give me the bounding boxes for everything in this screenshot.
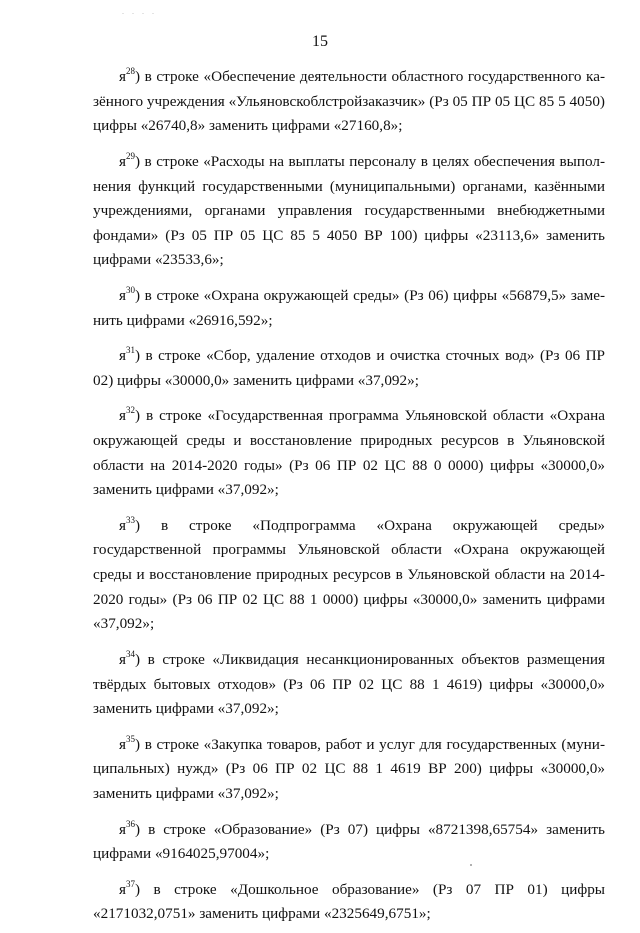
- amendment-paragraph: $я^{33}$) в строке «Подпрограмма «Охрана окружающей среды» государственной программы Ульяновской области «Охрана окружающей среды и восстановление природных ресурсов в Ульяновской области на 2014-2020 годы» (Рз 06 ПР 02 ЦС 88 1 0000) цифры «30000,0» заменить цифрами «37,092»;: [93, 514, 605, 633]
- scan-artifact: . . . .: [122, 7, 157, 16]
- amendment-paragraph: $я^{29}$) в строке «Расходы на выплаты персоналу в целях обеспечения выполнения функций государственными (муниципальными) органами, казёнными учреждениями, органами управления государственными внебюджетными фондами» (Рз 05 ПР 05 ЦС 85 5 4050 ВР 100) цифры «23113,6» заменить цифрами «23533,6»;: [93, 150, 605, 269]
- item-marker: $я^{30}$: [119, 284, 135, 304]
- amendment-paragraph: $я^{30}$) в строке «Охрана окружающей среды» (Рз 06) цифры «56879,5» заменить цифрами «26916,592»;: [93, 284, 605, 329]
- item-marker: $я^{29}$: [119, 150, 135, 170]
- item-marker: $я^{36}$: [119, 818, 135, 838]
- scan-artifact-dot: [470, 864, 472, 866]
- item-marker: $я^{33}$: [119, 514, 135, 534]
- item-marker: $я^{32}$: [119, 405, 135, 425]
- item-marker: $я^{35}$: [119, 733, 135, 753]
- item-marker: $я^{37}$: [119, 878, 135, 898]
- amendment-paragraph: $я^{32}$) в строке «Государственная программа Ульяновской области «Охрана окружающей среды и восстановление природных ресурсов в Ульяновской области на 2014-2020 годы» (Рз 06 ПР 02 ЦС 88 0 0000) цифры «30000,0» заменить цифрами «37,092»;: [93, 405, 605, 499]
- amendment-paragraph: $я^{34}$) в строке «Ликвидация несанкционированных объектов размещения твёрдых бытовых отходов» (Рз 06 ПР 02 ЦС 88 1 4619) цифры «30000,0» заменить цифрами «37,092»;: [93, 648, 605, 718]
- amendment-paragraph: $я^{28}$) в строке «Обеспечение деятельности областного государственного казённого учреждения «Ульяновскоблстройзаказчик» (Рз 05 ПР 05 ЦС 85 5 4050) цифры «26740,8» заменить цифрами «27160,8»;: [93, 66, 605, 135]
- item-marker: $я^{34}$: [119, 648, 135, 668]
- amendment-paragraph: $я^{31}$) в строке «Сбор, удаление отходов и очистка сточных вод» (Рз 06 ПР 02) цифры «30000,0» заменить цифрами «37,092»;: [93, 345, 605, 389]
- amendment-paragraph: $я^{37}$) в строке «Дошкольное образование» (Рз 07 ПР 01) цифры «2171032,0751» заменить цифрами «2325649,6751»;: [93, 878, 605, 923]
- amendment-paragraph: $я^{36}$) в строке «Образование» (Рз 07) цифры «8721398,65754» заменить цифрами «9164025,97004»;: [93, 818, 605, 863]
- item-marker: $я^{31}$: [119, 345, 135, 365]
- page-number: 15: [312, 33, 328, 50]
- document-body: [93, 60, 605, 933]
- item-marker: $я^{28}$: [119, 66, 135, 86]
- amendment-paragraph: $я^{35}$) в строке «Закупка товаров, работ и услуг для государственных (муниципальных) нужд» (Рз 06 ПР 02 ЦС 88 1 4619 ВР 200) цифры «30000,0» заменить цифрами «37,092»;: [93, 733, 605, 802]
